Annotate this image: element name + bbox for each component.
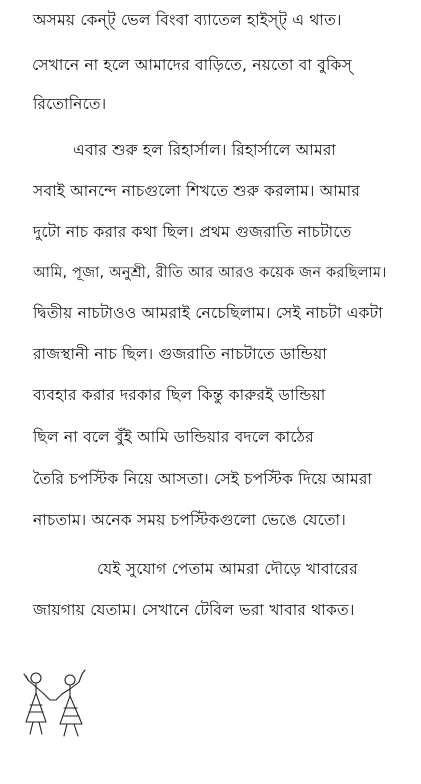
- text-line-5: সবাই আনন্দে নাচগুলো শিখতে শুরু করলাম। আমার: [33, 182, 361, 200]
- text-line-6: দুটো নাচ করার কথা ছিল। প্রথম গুজরাতি নাচটাতে: [33, 223, 352, 241]
- text-line-7: আমি, পূজা, অনুশ্রী, রীতি আর আরও কয়েক জন করছিলাম।: [33, 265, 387, 281]
- dancing-figures-icon: [12, 660, 94, 780]
- text-line-4: এবার শুরু হল রিহার্সাল। রিহার্সালে আমরা: [73, 141, 337, 159]
- text-line-14: যেই সুযোগ পেতাম আমরা দৌড়ে খাবারের: [97, 560, 358, 578]
- text-line-12: তৈরি চপস্টিক নিয়ে আসতা। সেই চপস্টিক দিয়ে আমরা: [33, 470, 373, 488]
- text-line-1: অসময় কেন্ট্ ভেল বিংবা ব্যাতেল হাইস্ট্ এ থাত।: [33, 11, 342, 29]
- text-line-3: রিতোনিতে।: [33, 95, 107, 113]
- text-line-2: সেখানে না হলে আমাদের বাড়িতে, নয়তো বা বুকিস্: [32, 56, 352, 74]
- text-line-13: নাচতাম। অনেক সময় চপস্টিকগুলো ভেঙে যেতো।: [33, 511, 346, 529]
- text-line-15: জায়গায় যেতাম। সেখানে টেবিল ভরা খাবার থাকত।: [33, 601, 355, 619]
- text-line-11: ছিল না বলে বুঁই আমি ডান্ডিয়ার বদলে কাঠের: [33, 428, 314, 446]
- text-line-8: দ্বিতীয় নাচটাওও আমরাই নেচেছিলাম। সেই নাচটা একটা: [33, 304, 383, 322]
- text-line-10: ব্যবহার করার দরকার ছিল কিন্তু কারুরই ডান্ডিয়া: [33, 386, 326, 404]
- text-line-9: রাজস্থানী নাচ ছিল। গুজরাতি নাচটাতে ডান্ডিয়া: [33, 345, 327, 363]
